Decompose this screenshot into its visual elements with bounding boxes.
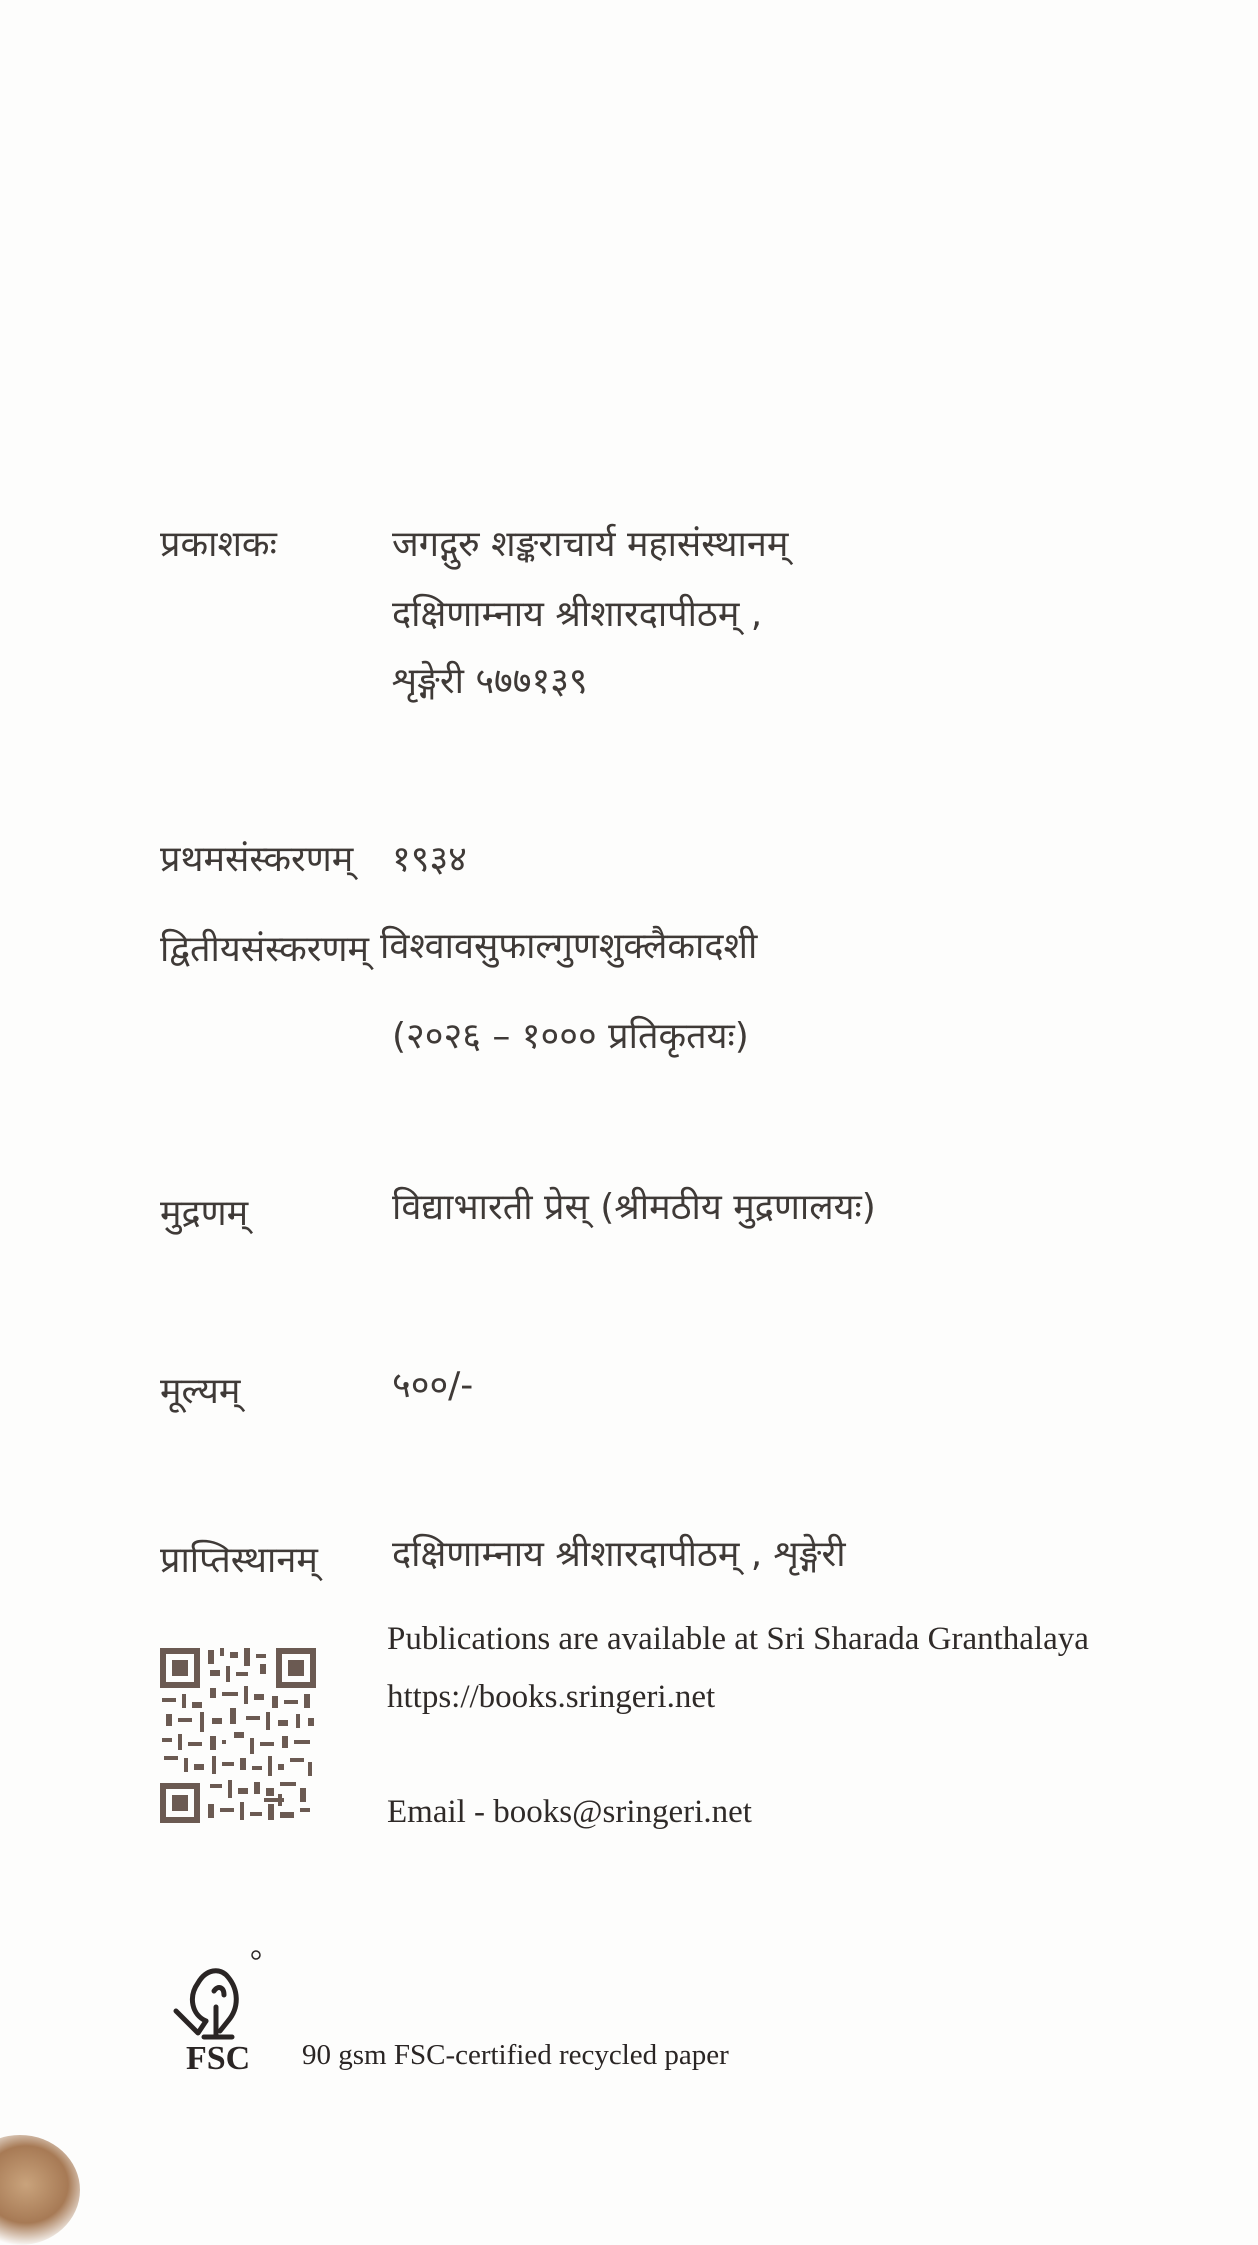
publisher-address-line1: दक्षिणाम्नाय श्रीशारदापीठम् , [392, 594, 763, 635]
publisher-name: जगद्गुरु शङ्कराचार्य महासंस्थानम् [392, 524, 789, 565]
second-edition-copies: (२०२६ – १००० प्रतिकृतयः) [392, 1016, 749, 1057]
fsc-tree-logo-icon [168, 1945, 268, 2045]
website-url: https://books.sringeri.net [387, 1679, 716, 1715]
availability-value: दक्षिणाम्नाय श्रीशारदापीठम् , शृङ्गेरी [392, 1534, 846, 1575]
fsc-logo-text: FSC [186, 2040, 251, 2077]
price-label: मूल्यम् [160, 1371, 241, 1412]
availability-label: प्राप्तिस्थानम् [160, 1540, 318, 1581]
second-edition-label: द्वितीयसंस्करणम् [160, 929, 370, 970]
price-value: ५००/- [392, 1365, 474, 1406]
first-edition-label: प्रथमसंस्करणम् [160, 839, 354, 880]
paper-certification-note: 90 gsm FSC-certified recycled paper [302, 2039, 729, 2071]
printing-label: मुद्रणम् [160, 1193, 249, 1234]
printing-value: विद्याभारती प्रेस् (श्रीमठीय मुद्रणालयः) [392, 1187, 876, 1228]
second-edition-value: विश्वावसुफाल्गुणशुक्लैकादशी [380, 926, 758, 967]
thumb-photo-edge [0, 2135, 80, 2245]
availability-info-line: Publications are available at Sri Sharada Granthalaya [387, 1621, 1089, 1657]
first-edition-value: १९३४ [392, 839, 467, 880]
publisher-label: प्रकाशकः [160, 524, 277, 565]
publisher-address-line2: शृङ्गेरी ५७७१३९ [392, 661, 588, 702]
email-address: Email - books@sringeri.net [387, 1794, 752, 1830]
qr-code-icon [160, 1648, 316, 1823]
